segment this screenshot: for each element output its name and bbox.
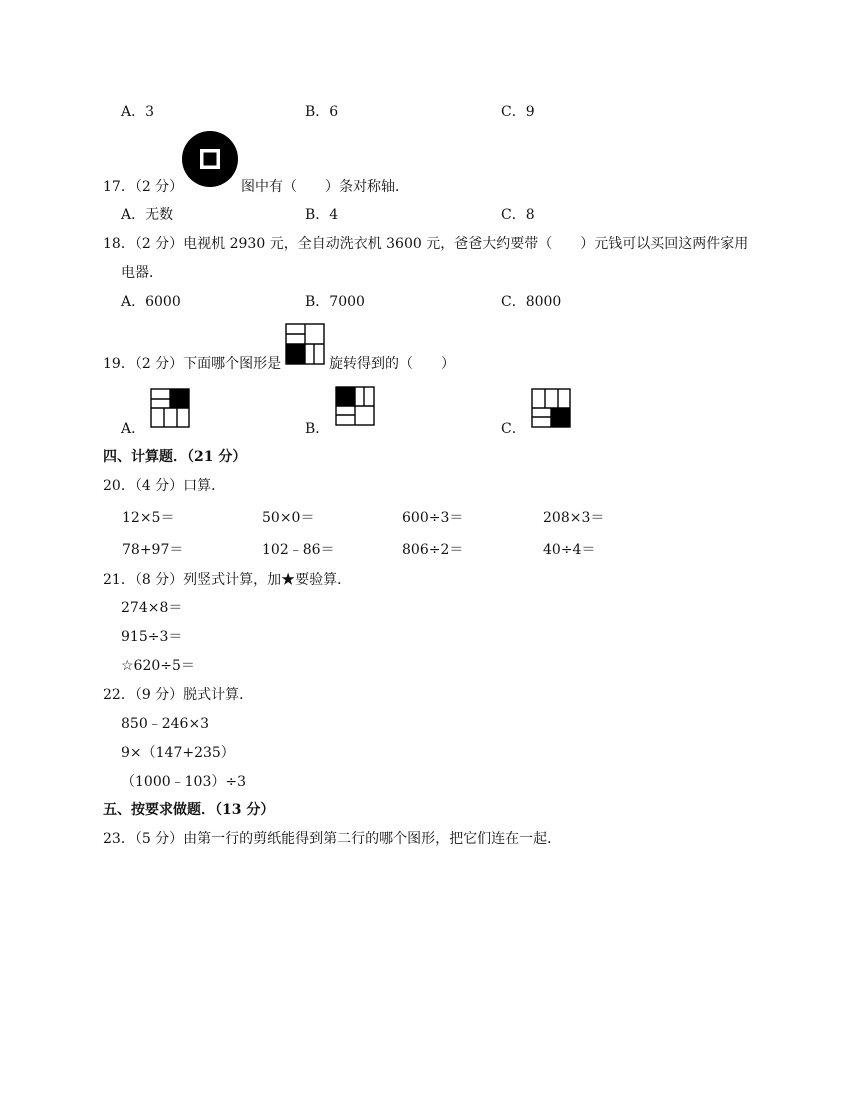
q19-option-b-figure xyxy=(335,386,375,426)
q19-option-c: C． xyxy=(501,421,526,437)
q21-item: 274×8＝ xyxy=(121,600,183,616)
q23-title: 23．（5 分）由第一行的剪纸能得到第二行的哪个图形，把它们连在一起． xyxy=(103,831,562,847)
q16-option-b: B．6 xyxy=(305,104,339,120)
q18-option-c: C．8000 xyxy=(501,294,562,310)
q19-text-2: 旋转得到的（ ） xyxy=(329,356,455,372)
q20-item: 78+97＝ xyxy=(122,542,184,558)
q20-item: 40÷4＝ xyxy=(543,542,596,558)
q16-option-a: A．3 xyxy=(121,104,155,120)
q19-option-a: A． xyxy=(121,421,146,437)
q20-item: 50×0＝ xyxy=(262,510,315,526)
q17-number: 17．（2 分） xyxy=(103,179,184,195)
q19-option-c-figure xyxy=(531,388,571,428)
q17-option-b: B．4 xyxy=(305,207,339,223)
q17-option-a: A．无数 xyxy=(121,207,174,223)
q18-line2: 电器． xyxy=(121,265,163,281)
q22-title: 22．（9 分）脱式计算． xyxy=(103,687,254,703)
coin-icon xyxy=(181,130,239,188)
q21-item: 915÷3＝ xyxy=(121,629,183,645)
section-5-title: 五、按要求做题．（13 分） xyxy=(103,802,275,818)
q21-item: ☆620÷5＝ xyxy=(121,658,195,674)
q22-item: （1000﹣103）÷3 xyxy=(121,774,246,790)
q19-option-a-figure xyxy=(150,388,190,428)
section-4-title: 四、计算题．（21 分） xyxy=(103,449,247,465)
q19-option-b: B． xyxy=(305,421,330,437)
q18-option-a: A．6000 xyxy=(121,294,181,310)
q20-item: 12×5＝ xyxy=(122,510,175,526)
q20-item: 806÷2＝ xyxy=(402,542,464,558)
q20-title: 20．（4 分）口算． xyxy=(103,478,226,494)
q17-option-c: C．8 xyxy=(501,207,535,223)
q18-line1: 18．（2 分）电视机 2930 元，全自动洗衣机 3600 元，爸爸大约要带（ ）元钱可以买回这两件家用 xyxy=(103,236,749,252)
q18-option-b: B．7000 xyxy=(305,294,365,310)
q20-item: 102﹣86＝ xyxy=(262,542,335,558)
q19-reference-figure xyxy=(285,323,325,365)
q22-item: 850﹣246×3 xyxy=(121,716,210,732)
q17-text: 图中有（ ）条对称轴． xyxy=(241,179,409,195)
q16-option-c: C．9 xyxy=(501,104,535,120)
q20-item: 600÷3＝ xyxy=(402,510,464,526)
q20-item: 208×3＝ xyxy=(543,510,605,526)
q22-item: 9×（147+235） xyxy=(121,745,235,761)
q19-text: 19．（2 分）下面哪个图形是 xyxy=(103,356,282,372)
q21-title: 21．（8 分）列竖式计算，加★要验算． xyxy=(103,572,352,588)
